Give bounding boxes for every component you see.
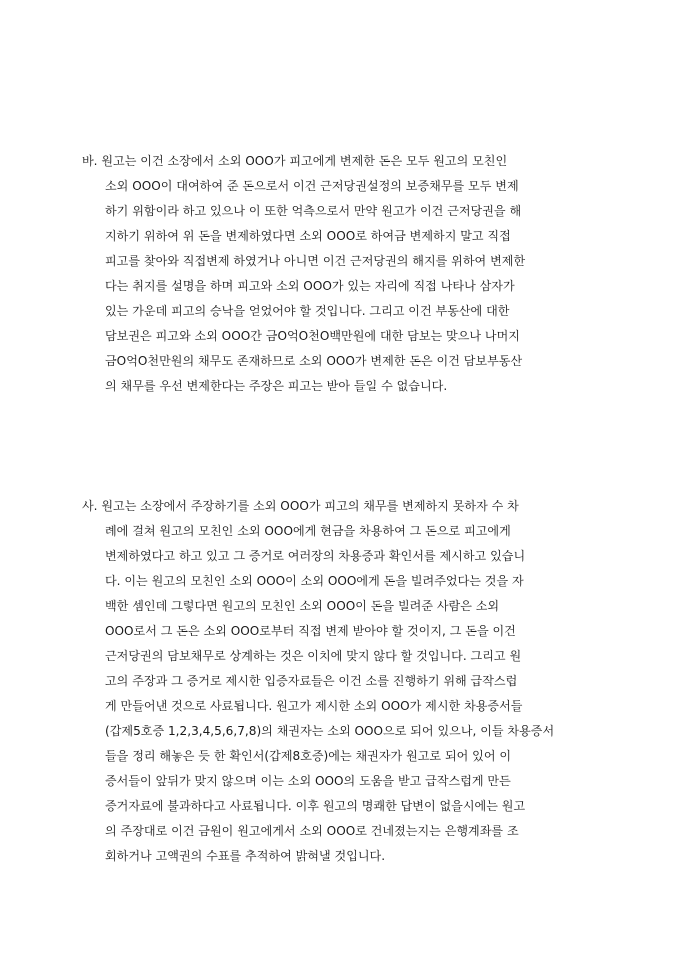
paragraph-line: 백한 셈인데 그렇다면 원고의 모친인 소외 OOO이 돈을 빌려준 사람은 소외 — [105, 599, 500, 613]
paragraph-line: 근저당권의 담보채무로 상계하는 것은 이치에 맞지 않다 할 것입니다. 그리고 원 — [105, 649, 522, 663]
paragraph-line: 고의 주장과 그 증거로 제시한 입증자료들은 이건 소를 진행하기 위해 급작스럽 — [105, 674, 518, 688]
paragraph-line: 다는 취지를 설명을 하며 피고와 소외 OOO가 있는 자리에 직접 나타나 삼자가 — [105, 279, 515, 293]
paragraph-line: 담보권은 피고와 소외 OOO간 금O억O천O백만원에 대한 담보는 맞으나 나머지 — [105, 329, 520, 343]
paragraph-line: 금O억O천만원의 채무도 존재하므로 소외 OOO가 변제한 돈은 이건 담보부동산 — [105, 354, 523, 368]
paragraph-line: 례에 걸쳐 원고의 모친인 소외 OOO에게 현금을 차용하여 그 돈으로 피고에게 — [105, 524, 511, 538]
paragraph-line: (갑제5호증 1,2,3,4,5,6,7,8)의 채권자는 소외 OOO으로 되어 있으나, 이들 차용증서 — [105, 724, 555, 738]
paragraph-sa — [82, 494, 630, 869]
paragraph-line: 사. 원고는 소장에서 주장하기를 소외 OOO가 피고의 채무를 변제하지 못하자 수 차 — [82, 499, 519, 513]
paragraph-line: 게 만들어낸 것으로 사료됩니다. 원고가 제시한 소외 OOO가 제시한 차용증서들 — [105, 699, 523, 713]
paragraph-line: 바. 원고는 이건 소장에서 소외 OOO가 피고에게 변제한 돈은 모두 원고의 모친인 — [82, 154, 508, 168]
paragraph-line: 변제하였다고 하고 있고 그 증거로 여러장의 차용증과 확인서를 제시하고 있습니 — [105, 549, 526, 563]
paragraph-line: 들을 정리 해놓은 듯 한 확인서(갑제8호증)에는 채권자가 원고로 되어 있어 이 — [105, 749, 512, 763]
paragraph-line: 증서들이 앞뒤가 맞지 않으며 이는 소외 OOO의 도움을 받고 급작스럽게 만든 — [105, 774, 511, 788]
paragraph-line: 있는 가운데 피고의 승낙을 얻었어야 할 것입니다. 그리고 이건 부동산에 대한 — [105, 304, 510, 318]
paragraph-line: OOO로서 그 돈은 소외 OOO로부터 직접 변제 받아야 할 것이지, 그 돈을 이건 — [105, 624, 516, 638]
paragraph-line: 다. 이는 원고의 모친인 소외 OOO이 소외 OOO에게 돈을 빌려주었다는 것을 자 — [105, 574, 524, 588]
paragraph-ba — [82, 149, 630, 399]
paragraph-line: 지하기 위하여 위 돈을 변제하였다면 소외 OOO로 하여금 변제하지 말고 직접 — [105, 229, 511, 243]
paragraph-line: 피고를 찾아와 직접변제 하였거나 아니면 이건 근저당권의 해지를 위하여 변제한 — [105, 254, 526, 268]
paragraph-line: 회하거나 고액권의 수표를 추적하여 밝혀낼 것입니다. — [105, 849, 386, 863]
paragraph-line: 의 주장대로 이건 금원이 원고에게서 소외 OOO로 건네졌는지는 은행계좌를 조 — [105, 824, 519, 838]
paragraph-line: 소외 OOO이 대여하여 준 돈으로서 이건 근저당권설정의 보증채무를 모두 변제 — [105, 179, 519, 193]
paragraph-line: 증거자료에 불과하다고 사료됩니다. 이후 원고의 명쾌한 답변이 없을시에는 원고 — [105, 799, 526, 813]
paragraph-line: 의 채무를 우선 변제한다는 주장은 피고는 받아 들일 수 없습니다. — [105, 379, 448, 393]
paragraph-line: 하기 위함이라 하고 있으나 이 또한 억측으로서 만약 원고가 이건 근저당권을 해 — [105, 204, 522, 218]
